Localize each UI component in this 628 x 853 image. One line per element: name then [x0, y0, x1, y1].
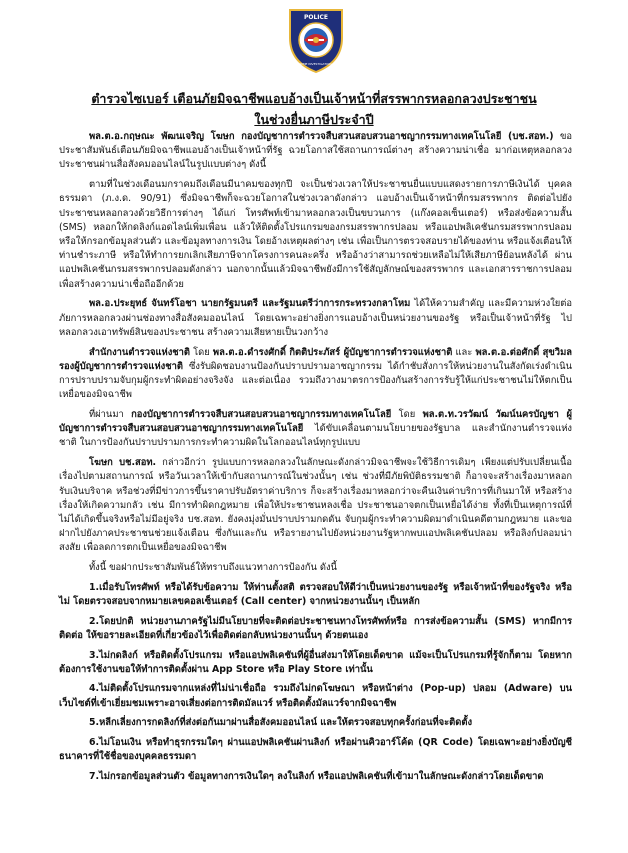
tip-item: 6.ไม่โอนเงิน หรือทำธุรกรรมใดๆ ผ่านแอปพลิเคชันผ่านลิงก์ หรือผ่านคิวอาร์โค้ด (QR Code) โดยเฉพาะอย่างยิ่งบัญชีธนาคารที่ใช้ชื่อของบุคคลธรรมดา — [59, 736, 572, 763]
paragraph-5: ที่ผ่านมา กองบัญชาการตำรวจสืบสวนสอบสวนอาชญากรรมทางเทคโนโลยี โดย พล.ต.ท.วรวัฒน์ วัฒน์นครบัญชา ผู้บัญชาการตำรวจสืบสวนสอบสวนอาชญากรรมทางเทคโนโลยี ได้ขับเคลื่อนตามนโยบายของรัฐบาล และสำนักงานตำรวจแห่งชาติ ในการป้องกันปราบปรามการกระทำความผิดในโลกออนไลน์ทุกรูปแบบ — [59, 409, 573, 449]
spokesperson-name: พล.ต.อ.กฤษณะ พัฒนเจริญ โฆษก กองบัญชาการตำรวจสืบสวนสอบสวนอาชญากรรมทางเทคโนโลยี (บช.สอท.) — [89, 131, 554, 142]
tip-item: 2.โดยปกติ หน่วยงานภาครัฐไม่มีนโยบายที่จะติดต่อประชาชนทางโทรศัพท์หรือ การส่งข้อความสั้น (SMS) หากมีการติดต่อ ให้ขอรายละเอียดที่เกี่ยวข้องไว้เพื่อติดต่อกลับหน่วยงานนั้นๆ ด้วยตนเอง — [59, 615, 572, 642]
paragraph-4: สำนักงานตำรวจแห่งชาติ โดย พล.ต.อ.ดำรงศักดิ์ กิตติประภัสร์ ผู้บัญชาการตำรวจแห่งชาติ และ พล.ต.อ.ต่อศักดิ์ สุขวิมล รองผู้บัญชาการตำรวจแห่งชาติ ซึ่งรับผิดชอบงานป้องกันปราบปรามอาชญากรรม ได้กำชับสั่งการให้หน่วยงานในสังกัดเร่งดำเนินการปราบปรามจับกุมผู้กระทำผิดอย่างจริงจัง และต่อเนื่อง รวมถึงวางมาตรการป้องกันสร้างการรับรู้ให้แก่ประชาชนไม่ให้ตกเป็นเหยื่อของมิจฉาชีพ — [59, 346, 572, 401]
paragraph-2: ตามที่ในช่วงเดือนมกราคมถึงเดือนมีนาคมของทุกปี จะเป็นช่วงเวลาให้ประชาชนยื่นแบบแสดงรายการภาษีเงินได้ บุคคลธรรมดา (ภ.ง.ด. 90/91) ซึ่งมิจฉาชีพก็จะฉวยโอกาสในช่วงเวลาดังกล่าว แอบอ้างเป็นเจ้าหน้าที่กรมสรรพากร ติดต่อไปยังประชาชนหลอกลวงด้วยวิธีการต่างๆ ได้แก่ โทรศัพท์เข้ามาหลอกลวงเป็นขบวนการ (แก๊งคอลเซ็นเตอร์) หรือส่งข้อความสั้น (SMS) หลอกให้กดลิงก์แอดไลน์เพิ่มเพื่อน แล้วให้ติดตั้งโปรแกรมของกรมสรรพากรปลอม หรือแอปพลิเคชันกรมสรรพากรปลอม หรือให้กรอกข้อมูลส่วนตัว และข้อมูลทางการเงิน โดยอ้างเหตุผลต่างๆ เช่น เพื่อเป็นการตรวจสอบรายได้ของท่าน หรือแจ้งเตือนให้ท่านชำระภาษี หรือให้ทำการยกเลิกเสียภาษีจากโครงการคนละครึ่ง หรืออ้างว่าสามารถช่วยเหลือไม่ให้เสียภาษีย้อนหลังได้ ผ่านแอปพลิเคชันกรมสรรพากรปลอมดังกล่าว นอกจากนั้นแล้วมิจฉาชีพยังมีการใช้สัญลักษณ์ของสรรพากร และเอกสารราชการปลอม เพื่อสร้างความน่าเชื่อถืออีกด้วย — [59, 179, 572, 290]
document-body — [59, 130, 572, 789]
paragraph-3: พล.อ.ประยุทธ์ จันทร์โอชา นายกรัฐมนตรี และรัฐมนตรีว่าการกระทรวงกลาโหม ได้ให้ความสำคัญ และมีความห่วงใยต่อภัยการหลอกลวงผ่านช่องทางสื่อสังคมออนไลน์ โดยเฉพาะอย่างยิ่งการแอบอ้างเป็นหน่วยงานของรัฐ หรือเป็นเจ้าหน้าที่รัฐ ไปหลอกลวงเอาทรัพย์สินของประชาชน สร้างความเสียหายเป็นวงกว้าง — [59, 298, 572, 338]
tips-intro: ทั้งนี้ ขอฝากประชาสัมพันธ์ให้ทราบถึงแนวทางการป้องกัน ดังนี้ — [89, 562, 337, 574]
tip-item: 3.ไม่กดลิงก์ หรือติดตั้งโปรแกรม หรือแอปพลิเคชันที่ผู้อื่นส่งมาให้โดยเด็ดขาด แม้จะเป็นโปรแกรมที่รู้จักก็ตาม โดยหากต้องการใช้งานขอให้ทำการติดตั้งผ่าน App Store หรือ Play Store เท่านั้น — [59, 649, 572, 675]
document-subtitle: ในช่วงยื่นภาษีประจำปี — [254, 112, 374, 127]
paragraph-6: โฆษก บช.สอท. กล่าวอีกว่า รูปแบบการหลอกลวงในลักษณะดังกล่าวมิจฉาชีพจะใช้วิธีการเดิมๆ เพียงแต่ปรับเปลี่ยนเนื้อเรื่องไปตามสถานการณ์ หรือวันเวลาให้เข้ากับสถานการณ์ในช่วงนั้นๆ เช่น ช่วงที่มีภัยพิบัติธรรมชาติ ก็อาจจะสร้างเรื่องมาหลอกรับเงินบริจาค หรือช่วงที่มีข่าวการขึ้นราคาปรับอัตราค่าบริการ ก็จะสร้างเรื่องมาหลอกว่าจะคืนเงินค่าบริการที่เกินมาให้ หรือสร้างเรื่องให้เกิดความกลัว เช่น มีการทำผิดกฎหมาย เพื่อให้ประชาชนหลงเชื่อ ประชาชนอาจตกเป็นเหยื่อได้ง่าย ทั้งที่เป็นเหตุการณ์ที่ไม่ได้เกิดขึ้นจริงหรือไม่มีอยู่จริง บช.สอท. ยังคงมุ่งมั่นปราบปรามกดดัน จับกุมผู้กระทำความผิดมาดำเนินคดีตามกฎหมาย และขอฝากไปยังภาคประชาชนช่วยแจ้งเตือน ซึ่งกันและกัน หรือรายงานไปยังหน่วยงานรัฐหากพบแอปพลิเคชันปลอม หรือลิงก์ปลอมน่าสงสัย เพื่อลดการตกเป็นเหยื่อของมิจฉาชีพ — [59, 457, 572, 554]
logo-ring-text: CYBER CRIME INVESTIGATION BUREAU — [287, 62, 345, 66]
paragraph-1: พล.ต.อ.กฤษณะ พัฒนเจริญ โฆษก กองบัญชาการตำรวจสืบสวนสอบสวนอาชญากรรมทางเทคโนโลยี (บช.สอท.) ขอประชาสัมพันธ์เตือนภัยมิจฉาชีพแอบอ้างเป็นเจ้าหน้าที่รัฐ ฉวยโอกาสใช้สถานการณ์ต่างๆ สร้างความน่าเชื่อ มาก่อเหตุหลอกลวงประชาชนผ่านสื่อสังคมออนไลน์ในรูปแบบต่างๆ ดังนี้ — [59, 131, 572, 171]
tip-item: 5.หลีกเลี่ยงการกดลิงก์ที่ส่งต่อกันมาผ่านสื่อสังคมออนไลน์ และให้ตรวจสอบทุกครั้งก่อนที่จะติดตั้ง — [89, 717, 473, 729]
tip-item: 1.เมื่อรับโทรศัพท์ หรือได้รับข้อความ ให้ท่านตั้งสติ ตรวจสอบให้ดีว่าเป็นหน่วยงานของรัฐ หรือเจ้าหน้าที่ของรัฐจริง หรือไม่ โดยตรวจสอบจากหมายเลขคอลเซ็นเตอร์ (Call center) จากหน่วยงานนั้นๆ เป็นหลัก — [59, 582, 572, 608]
prime-minister-name: พล.อ.ประยุทธ์ จันทร์โอชา นายกรัฐมนตรี และรัฐมนตรีว่าการกระทรวงกลาโหม — [89, 298, 411, 310]
logo-police-text: POLICE — [303, 14, 329, 21]
document-title: ตำรวจไซเบอร์ เตือนภัยมิจฉาชีพแอบอ้างเป็นเจ้าหน้าที่สรรพากรหลอกลวงประชาชน — [91, 91, 537, 106]
tip-item: 7.ไม่กรอกข้อมูลส่วนตัว ข้อมูลทางการเงินใดๆ ลงในลิงก์ หรือแอปพลิเคชันที่เข้ามาในลักษณะดังกล่าวโดยเด็ดขาด — [89, 770, 544, 782]
tip-item: 4.ไม่ติดตั้งโปรแกรมจากแหล่งที่ไม่น่าเชื่อถือ รวมถึงไม่กดโฆษณา หรือหน้าต่าง (Pop-up) ปลอม (Adware) บนเว็บไซต์ที่เข้าเยี่ยมชมเพราะอาจเสี่ยงต่อการติดมัลแวร์ หรือติดตั้งมัลแวร์จากมิจฉาชีพ — [59, 683, 572, 709]
cyber-police-logo — [284, 4, 348, 74]
